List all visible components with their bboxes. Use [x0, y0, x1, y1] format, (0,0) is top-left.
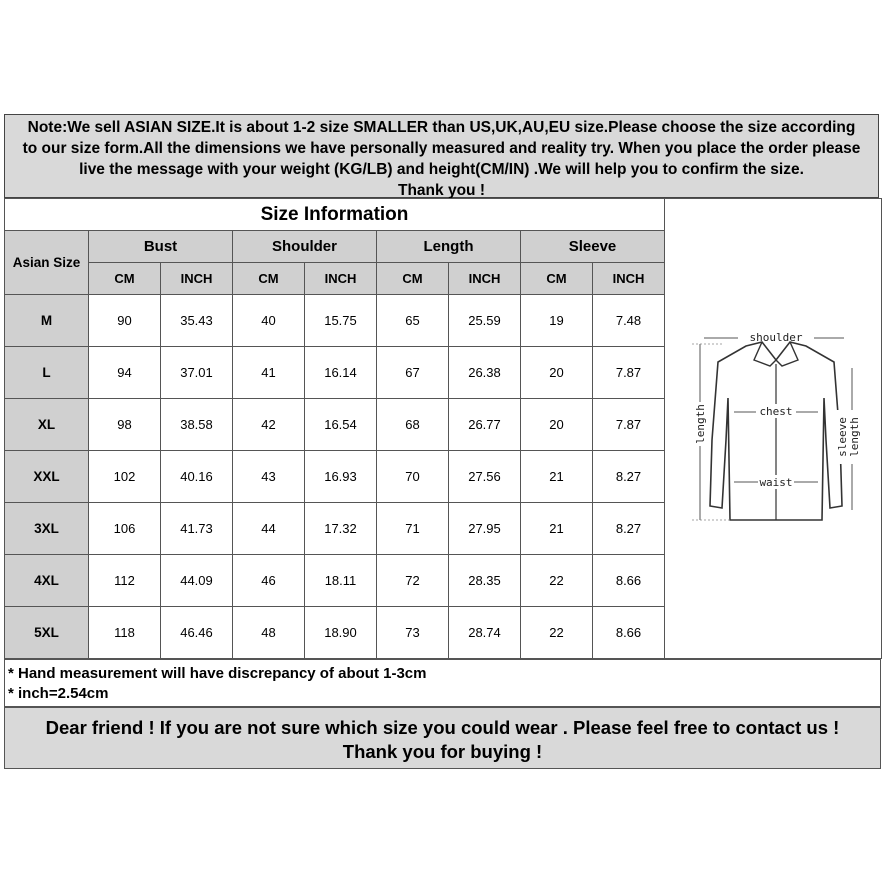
table-cell: 7.48 — [593, 295, 665, 347]
closing-message — [4, 707, 881, 769]
unit-header: INCH — [161, 263, 233, 295]
table-cell: 73 — [377, 607, 449, 659]
note-line: live the message with your weight (KG/LB) and height(CM/IN) .We will help you to confirm the size. — [79, 161, 804, 178]
unit-header: INCH — [593, 263, 665, 295]
table-cell: 18.90 — [305, 607, 377, 659]
table-cell: 8.27 — [593, 451, 665, 503]
table-cell: 17.32 — [305, 503, 377, 555]
table-cell: 46 — [233, 555, 305, 607]
note-line: Note:We sell ASIAN SIZE.It is about 1-2 size SMALLER than US,UK,AU,EU size.Please choose the size according — [27, 119, 856, 136]
footnotes — [4, 659, 881, 707]
size-label: 3XL — [5, 503, 89, 555]
table-cell: 41 — [233, 347, 305, 399]
unit-header: INCH — [305, 263, 377, 295]
waist-label: waist — [759, 476, 793, 489]
size-label: L — [5, 347, 89, 399]
table-cell: 40.16 — [161, 451, 233, 503]
table-cell: 42 — [233, 399, 305, 451]
table-cell: 20 — [521, 399, 593, 451]
table-cell: 102 — [89, 451, 161, 503]
asian-size-header: Asian Size — [5, 231, 89, 295]
unit-header: CM — [377, 263, 449, 295]
table-cell: 43 — [233, 451, 305, 503]
size-label: M — [5, 295, 89, 347]
chest-label: chest — [759, 405, 793, 418]
table-cell: 40 — [233, 295, 305, 347]
table-cell: 26.38 — [449, 347, 521, 399]
table-cell: 7.87 — [593, 347, 665, 399]
table-cell: 94 — [89, 347, 161, 399]
unit-header: CM — [521, 263, 593, 295]
footnote: * Hand measurement will have discrepancy of about 1-3cm — [8, 665, 427, 682]
table-cell: 18.11 — [305, 555, 377, 607]
table-cell: 27.95 — [449, 503, 521, 555]
sleeve-label: sleeve — [836, 417, 849, 457]
table-cell: 16.93 — [305, 451, 377, 503]
table-cell: 71 — [377, 503, 449, 555]
table-cell: 41.73 — [161, 503, 233, 555]
table-cell: 22 — [521, 555, 593, 607]
table-cell: 90 — [89, 295, 161, 347]
length-label: length — [694, 404, 707, 444]
shirt-diagram — [684, 320, 864, 530]
table-cell: 16.14 — [305, 347, 377, 399]
sleeve-length-label: length — [848, 417, 861, 457]
table-cell: 118 — [89, 607, 161, 659]
size-label: 5XL — [5, 607, 89, 659]
table-cell: 112 — [89, 555, 161, 607]
bust-header: Bust — [89, 231, 233, 263]
unit-header: CM — [233, 263, 305, 295]
table-cell: 38.58 — [161, 399, 233, 451]
table-title: Size Information — [5, 199, 665, 231]
length-header: Length — [377, 231, 521, 263]
size-label: XXL — [5, 451, 89, 503]
table-cell: 35.43 — [161, 295, 233, 347]
table-cell: 98 — [89, 399, 161, 451]
note-line: Thank you ! — [398, 182, 485, 199]
shoulder-header: Shoulder — [233, 231, 377, 263]
table-cell: 8.66 — [593, 607, 665, 659]
table-cell: 27.56 — [449, 451, 521, 503]
table-cell: 25.59 — [449, 295, 521, 347]
table-cell: 46.46 — [161, 607, 233, 659]
table-cell: 26.77 — [449, 399, 521, 451]
shirt-outline-icon — [684, 320, 864, 530]
table-cell: 8.27 — [593, 503, 665, 555]
table-cell: 22 — [521, 607, 593, 659]
table-cell: 44 — [233, 503, 305, 555]
table-cell: 16.54 — [305, 399, 377, 451]
table-cell: 21 — [521, 503, 593, 555]
size-label: 4XL — [5, 555, 89, 607]
table-cell: 72 — [377, 555, 449, 607]
table-cell: 48 — [233, 607, 305, 659]
table-cell: 7.87 — [593, 399, 665, 451]
footnote: * inch=2.54cm — [8, 685, 109, 702]
size-label: XL — [5, 399, 89, 451]
table-cell: 28.74 — [449, 607, 521, 659]
table-cell: 67 — [377, 347, 449, 399]
size-note — [4, 114, 879, 198]
shoulder-label: shoulder — [749, 331, 803, 344]
table-cell: 28.35 — [449, 555, 521, 607]
note-line: to our size form.All the dimensions we have personally measured and reality try. When you place the order please — [22, 140, 861, 157]
table-cell: 106 — [89, 503, 161, 555]
table-cell: 8.66 — [593, 555, 665, 607]
closing-line: Dear friend ! If you are not sure which size you could wear . Please feel free to contact us ! — [45, 717, 840, 738]
table-cell: 70 — [377, 451, 449, 503]
closing-line: Thank you for buying ! — [342, 741, 543, 762]
table-cell: 68 — [377, 399, 449, 451]
table-cell: 65 — [377, 295, 449, 347]
table-cell: 15.75 — [305, 295, 377, 347]
unit-header: INCH — [449, 263, 521, 295]
unit-header: CM — [89, 263, 161, 295]
table-cell: 21 — [521, 451, 593, 503]
table-cell: 37.01 — [161, 347, 233, 399]
table-cell: 44.09 — [161, 555, 233, 607]
sleeve-header: Sleeve — [521, 231, 665, 263]
table-cell: 19 — [521, 295, 593, 347]
table-cell: 20 — [521, 347, 593, 399]
